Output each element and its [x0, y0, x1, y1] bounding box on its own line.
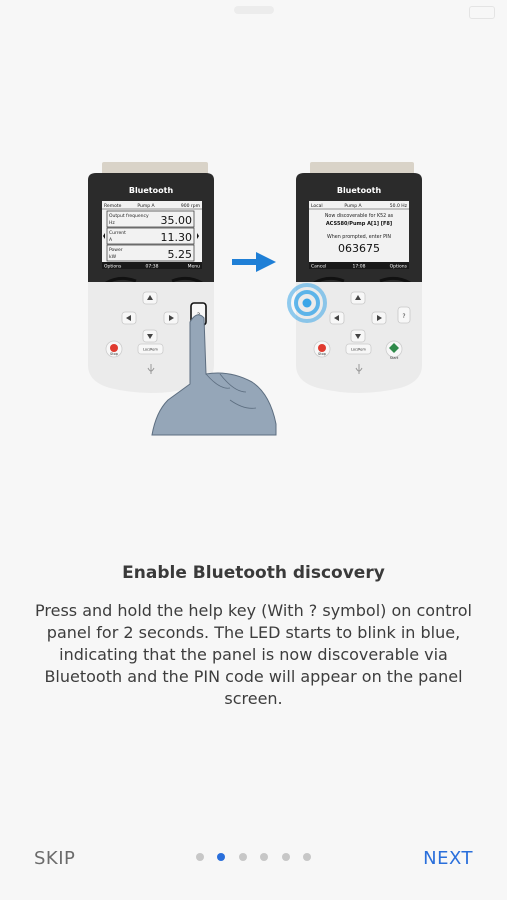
screen-clock: 17:08	[352, 264, 366, 270]
battery-icon	[469, 6, 495, 19]
screen-frequency: 50.0 Hz	[389, 204, 407, 209]
screen-row-value: 35.00	[160, 214, 192, 227]
screen-mode: Local	[311, 204, 323, 209]
stop-key-label: Stop	[318, 352, 326, 356]
page-dot[interactable]	[196, 853, 204, 861]
screen-drive-name: Pump A	[137, 204, 155, 209]
page-dot[interactable]	[260, 853, 268, 861]
panel-brand-label: Bluetooth	[128, 186, 174, 195]
page-dot[interactable]	[239, 853, 247, 861]
page-dot[interactable]	[303, 853, 311, 861]
onboarding-title: Enable Bluetooth discovery	[122, 563, 385, 583]
screen-drive-name: Pump A	[344, 204, 362, 209]
screen-row-value: 5.25	[167, 248, 192, 261]
screen-discoverable-text: Now discoverable for K52 as	[324, 214, 394, 219]
status-bar	[0, 0, 507, 26]
loc-rem-key-label: Loc/Rem	[143, 347, 158, 352]
screen-row-label: Current	[109, 231, 126, 236]
blinking-led-icon	[289, 285, 325, 321]
screen-softkey-right: Menu	[187, 264, 200, 270]
status-time-placeholder	[234, 6, 274, 14]
help-key-label: ?	[402, 313, 406, 320]
loc-rem-key-label: Loc/Rem	[351, 347, 366, 352]
bluetooth-discovery-illustration	[80, 160, 430, 440]
page-indicator	[196, 852, 311, 862]
page-dot[interactable]	[282, 853, 290, 861]
screen-softkey-left: Cancel	[311, 264, 327, 270]
screen-row-unit: kW	[109, 255, 117, 260]
stop-key-label: Stop	[110, 352, 118, 356]
control-panel-right	[289, 162, 422, 393]
stop-icon	[110, 344, 118, 352]
next-button[interactable]: NEXT	[423, 848, 473, 869]
screen-speed: 900 rpm	[180, 204, 200, 209]
onboarding-description: Press and hold the help key (With ? symbol) on control panel for 2 seconds. The LED starts to blink in blue, indicating that the panel is now discoverable via Bluetooth and the PIN code will appear on the panel screen.	[35, 601, 472, 708]
screen-row-label: Output frequency	[109, 214, 149, 219]
panel-brand-label: Bluetooth	[336, 186, 382, 195]
screen-softkey-left: Options	[104, 264, 122, 270]
stop-icon	[318, 344, 326, 352]
screen-pin-code: 063675	[338, 242, 380, 255]
screen-row-value: 11.30	[160, 231, 192, 244]
start-key-label: Start	[389, 356, 399, 360]
skip-button[interactable]: SKIP	[34, 848, 76, 869]
screen-row-unit: A	[109, 238, 113, 243]
screen-row-unit: Hz	[109, 221, 115, 226]
screen-clock: 07:38	[145, 264, 159, 270]
arrow-right-icon	[232, 252, 276, 272]
screen-device-name: ACS580/Pump A[1] [F8]	[325, 221, 393, 227]
screen-softkey-right: Options	[389, 264, 407, 270]
screen-row-label: Power	[109, 248, 123, 253]
page-dot-active[interactable]	[217, 853, 225, 861]
screen-pin-prompt: When prompted, enter PIN	[326, 235, 392, 240]
screen-mode: Remote	[104, 204, 122, 209]
